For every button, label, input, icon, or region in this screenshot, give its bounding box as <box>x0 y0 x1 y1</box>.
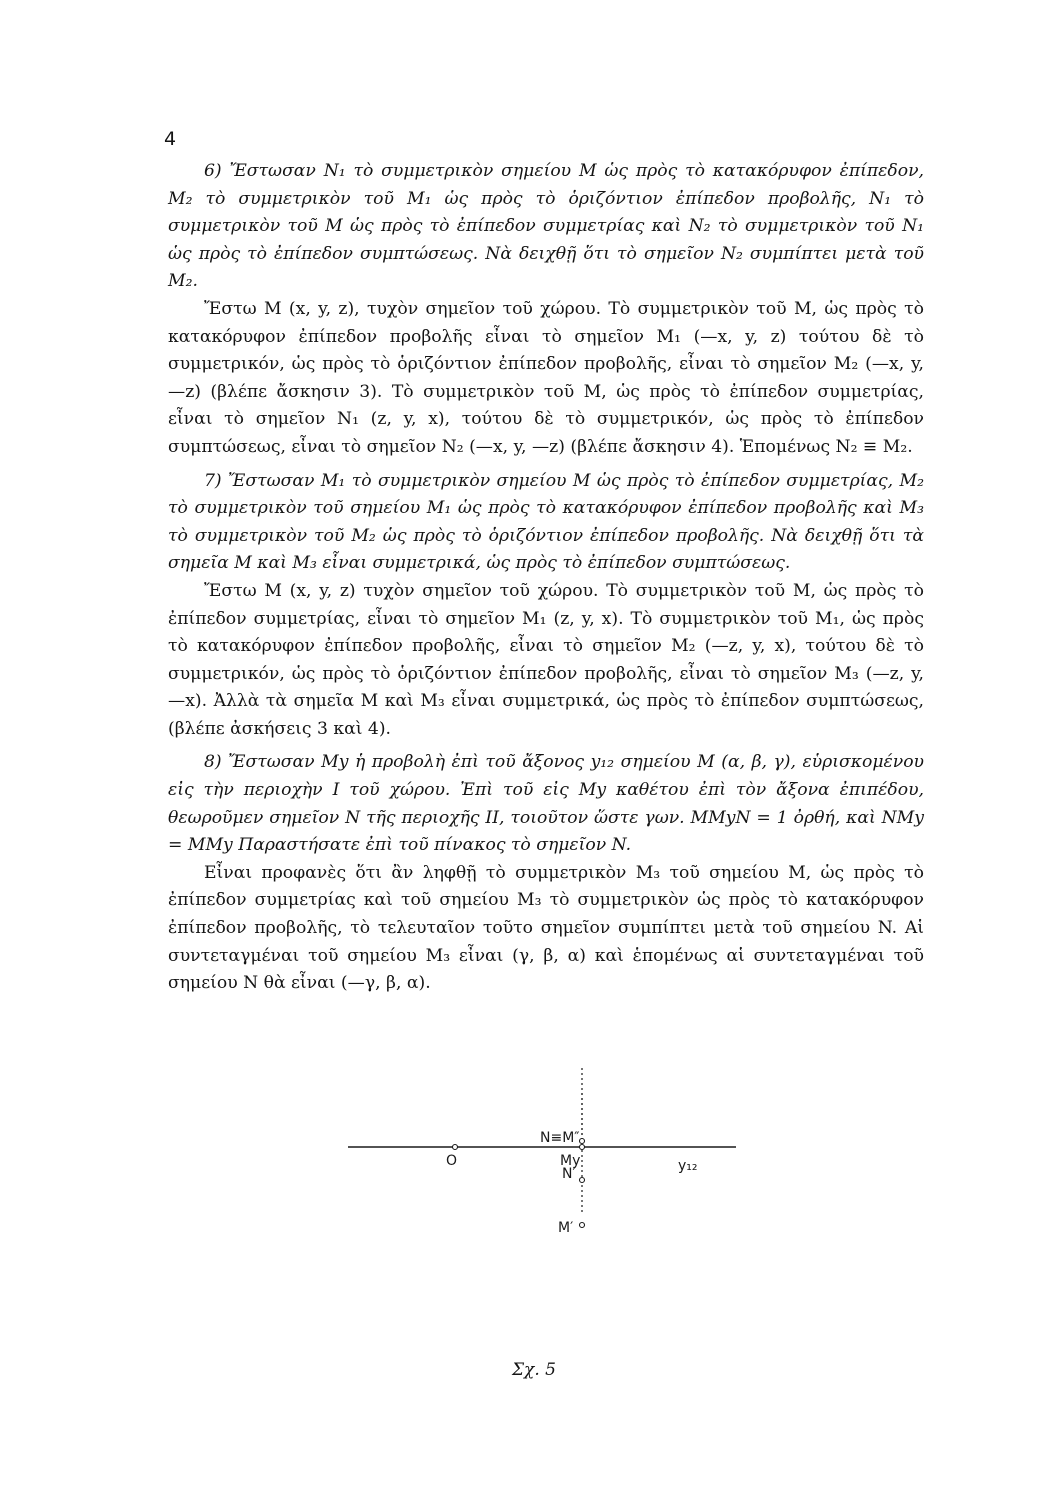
label-n-equiv-m: N≡M″ <box>540 1130 580 1146</box>
exercise-8-solution: Εἶναι προφανὲς ὅτι ἂν ληφθῇ τὸ συμμετρικὸν M₃ τοῦ σημείου M, ὡς πρὸς τὸ ἐπίπεδον συμμετρίας καὶ τοῦ σημείου M₃ τὸ συμμετρικὸν ὡς πρὸς τὸ κατακόρυφον ἐπίπεδον προβολῆς, τὸ τελευταῖον τοῦτο σημεῖον συμπίπτει μετὰ τοῦ σημείου N. Αἱ συντεταγμέναι τοῦ σημείου M₃ εἶναι (γ, β, α) καὶ ἑπομένως αἱ συντεταγμέναι τοῦ σημείου N θὰ εἶναι (—γ, β, α). <box>168 862 924 994</box>
point-o <box>453 1145 458 1150</box>
exercise-6-statement: 6) Ἔστωσαν N₁ τὸ συμμετρικὸν σημείου M ὡς πρὸς τὸ κατακόρυφον ἐπίπεδον, M₂ τὸ συμμετρικὸν τοῦ M₁ ὡς πρὸς τὸ ὁριζόντιον ἐπίπεδον προβολῆς, N₁ τὸ συμμετρικὸν τοῦ M ὡς πρὸς τὸ ἐπίπεδον συμμετρίας καὶ N₂ τὸ συμμετρικὸν τοῦ N₁ ὡς πρὸς τὸ ἐπίπεδον συμπτώσεως. Νὰ δειχθῇ ὅτι τὸ σημεῖον N₂ συμπίπτει μετὰ τοῦ M₂. <box>168 161 924 292</box>
exercise-8-statement: 8) Ἔστωσαν My ἡ προβολὴ ἐπὶ τοῦ ἄξονος y₁₂ σημείου M (α, β, γ), εὑρισκομένου εἰς τὴν περιοχὴν I τοῦ χώρου. Ἐπὶ τοῦ εἰς My καθέτου ἐπὶ τὸν ἄξονα ἐπιπέδου, θεωροῦμεν σημεῖον N τῆς περιοχῆς II, τοιοῦτον ὥστε γων. MMyN = 1 ὀρθή, καὶ NMy = MMy Παραστήσατε ἐπὶ τοῦ πίνακος τὸ σημεῖον N. <box>168 752 924 856</box>
figure-caption: Σχ. 5 <box>512 1360 556 1380</box>
point-my <box>580 1145 585 1150</box>
label-m-prime: M′ <box>558 1220 574 1236</box>
label-axis-y12: y₁₂ <box>678 1158 698 1174</box>
label-n-prime: N′ <box>562 1166 576 1182</box>
label-o: O <box>446 1153 458 1169</box>
point-m-prime <box>580 1223 585 1228</box>
exercise-6-solution: Ἔστω M (x, y, z), τυχὸν σημεῖον τοῦ χώρου. Τὸ συμμετρικὸν τοῦ M, ὡς πρὸς τὸ κατακόρυφον ἐπίπεδον προβολῆς εἶναι τὸ σημεῖον M₁ (—x, y, z) τούτου δὲ τὸ συμμετρικόν, ὡς πρὸς τὸ ὁριζόντιον ἐπίπεδον προβολῆς, εἶναι τὸ σημεῖον M₂ (—x, y, —z) (βλέπε ἄσκησιν 3). Τὸ συμμετρικὸν τοῦ M, ὡς πρὸς τὸ ἐπίπεδον συμμετρίας, εἶναι τὸ σημεῖον N₁ (z, y, x), τούτου δὲ τὸ συμμετρικόν, ὡς πρὸς τὸ ἐπίπεδον συμπτώσεως, εἶναι τὸ σημεῖον N₂ (—x, y, —z) (βλέπε ἄσκησιν 4). Ἑπομένως N₂ ≡ M₂. <box>168 298 924 457</box>
exercise-7-statement: 7) Ἔστωσαν M₁ τὸ συμμετρικὸν σημείου M ὡς πρὸς τὸ ἐπίπεδον συμμετρίας, M₂ τὸ συμμετρικὸν τοῦ σημείου M₁ ὡς πρὸς τὸ κατακόρυφον ἐπίπεδον προβολῆς καὶ M₃ τὸ συμμετρικὸν τοῦ M₂ ὡς πρὸς τὸ ὁριζόντιον ἐπίπεδον προβολῆς. Νὰ δειχθῇ ὅτι τὰ σημεῖα M καὶ M₃ εἶναι συμμετρικά, ὡς πρὸς τὸ ἐπίπεδον συμπτώσεως. <box>168 470 924 574</box>
label-my: My <box>560 1153 581 1169</box>
page-number: 4 <box>164 128 177 150</box>
point-n-equiv-m <box>580 1139 585 1144</box>
exercise-7-solution: Ἔστω M (x, y, z) τυχὸν σημεῖον τοῦ χώρου. Τὸ συμμετρικὸν τοῦ M, ὡς πρὸς τὸ ἐπίπεδον συμμετρίας, εἶναι τὸ σημεῖον M₁ (z, y, x). Τὸ συμμετρικὸν τοῦ M₁, ὡς πρὸς τὸ κατακόρυφον ἐπίπεδον προβολῆς, εἶναι τὸ σημεῖον M₂ (—z, y, x), τούτου δὲ τὸ συμμετρικόν, ὡς πρὸς τὸ ὁριζόντιον ἐπίπεδον προβολῆς, εἶναι τὸ σημεῖον M₃ (—z, y, —x). Ἀλλὰ τὰ σημεῖα M καὶ M₃ εἶναι συμμετρικά, ὡς πρὸς τὸ ἐπίπεδον συμπτώσεως, (βλέπε ἀσκήσεις 3 καὶ 4). <box>168 580 924 739</box>
point-n-prime <box>580 1178 585 1183</box>
